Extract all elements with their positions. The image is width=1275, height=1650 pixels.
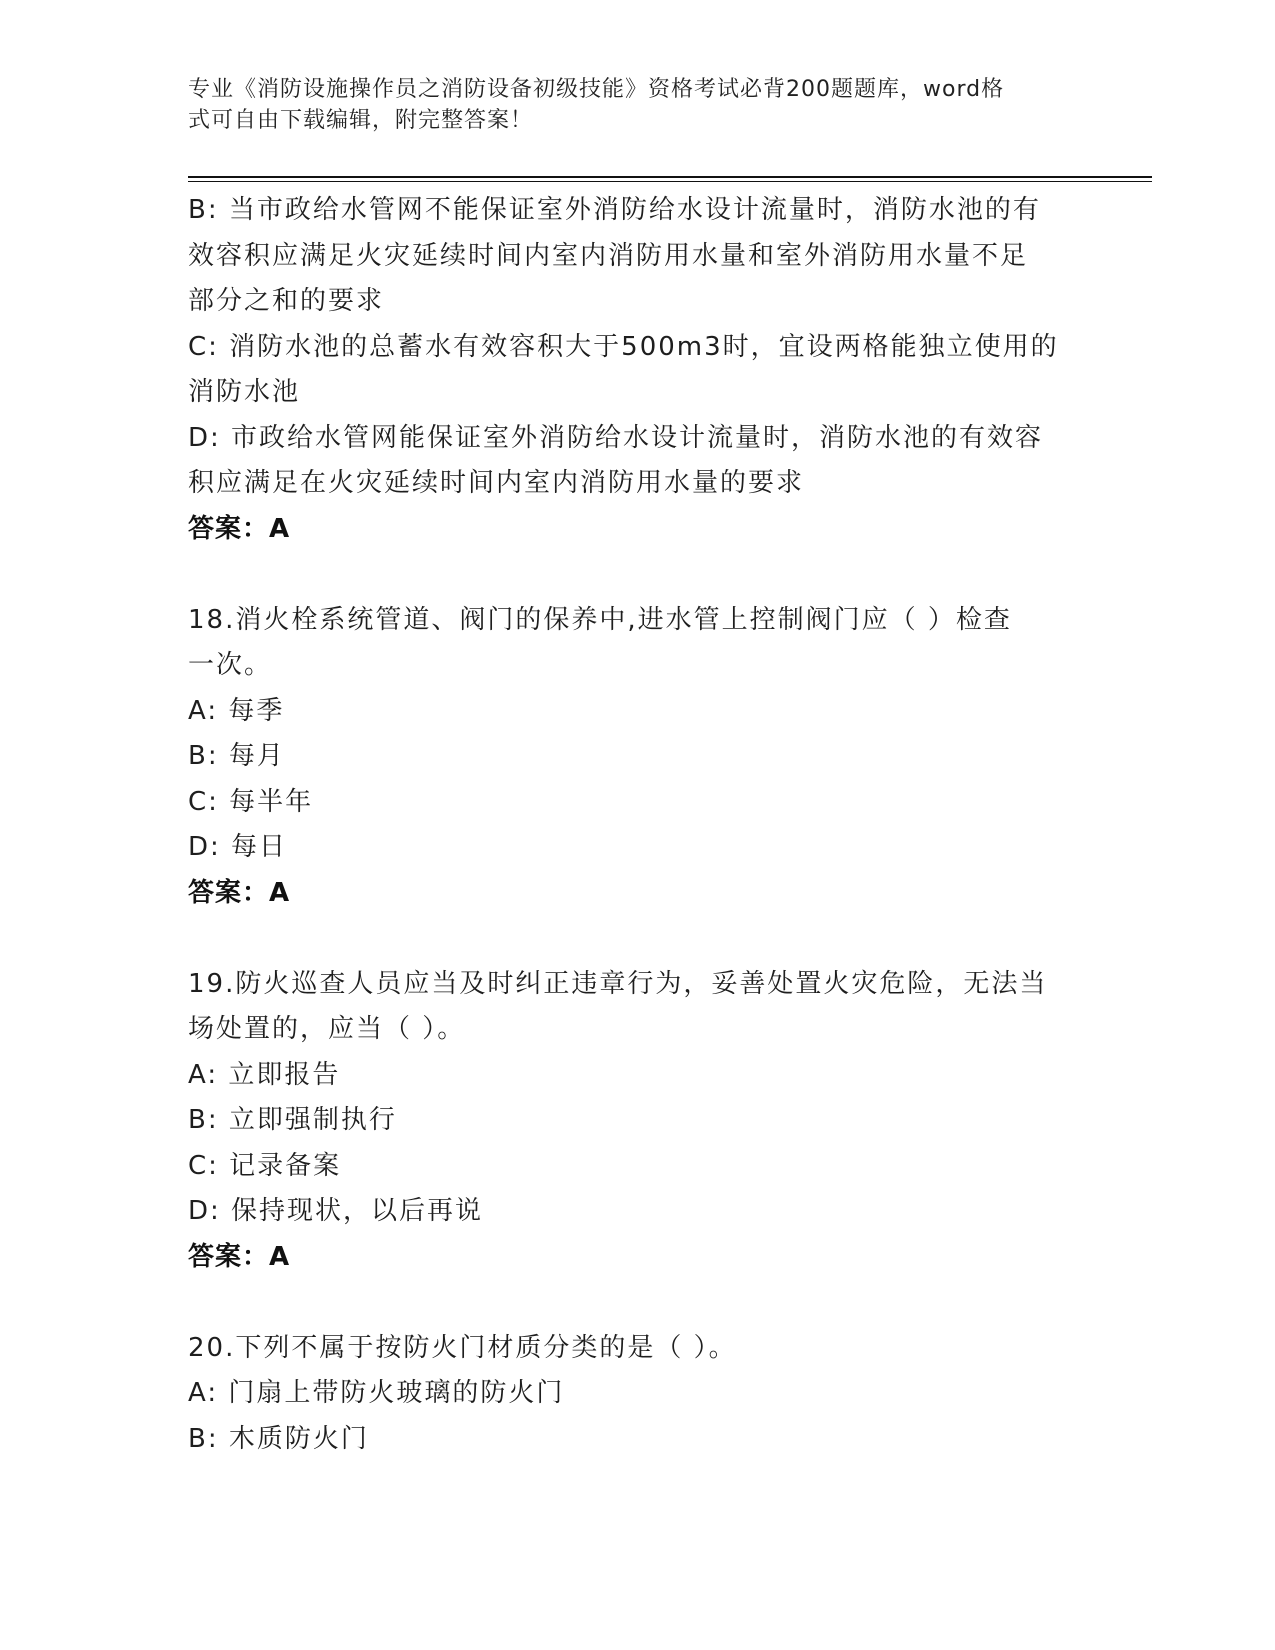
header-line-2: 式可自由下载编辑，附完整答案！ [188,108,534,133]
answer-label: 答案：A [188,513,291,544]
option-c-line: C: 消防水池的总蓄水有效容积大于500m3时，宜设两格能独立使用的 [188,331,1059,362]
spacer [188,916,1068,962]
option-b: B: 立即强制执行 [188,1105,397,1135]
option-c: C: 记录备案 [188,1150,342,1181]
header-divider-thick [188,176,1152,178]
option-b-line: B: 当市政给水管网不能保证室外消防给水设计流量时，消防水池的有 [188,195,1041,225]
option-b: B: 每月 [188,741,285,771]
answer-label: 答案：A [188,877,291,908]
answer-label: 答案：A [188,1241,291,1272]
option-a: A: 门扇上带防火玻璃的防火门 [188,1378,565,1408]
option-b: B: 木质防火门 [188,1423,369,1454]
question-17-continued [188,188,1068,552]
option-a: A: 每季 [188,695,285,726]
page-header [188,74,1068,136]
question-stem: 一次。 [188,650,273,680]
option-d-line: D: 市政给水管网能保证室外消防给水设计流量时，消防水池的有效容 [188,422,1044,453]
option-c: C: 每半年 [188,786,314,817]
header-line-1: 专业《消防设施操作员之消防设备初级技能》资格考试必背200题题库，word格 [188,77,1005,102]
option-a: A: 立即报告 [188,1059,341,1090]
question-20 [188,1326,1068,1463]
document-body [188,188,1068,1462]
header-divider-thin [188,181,1152,182]
option-d-line: 积应满足在火灾延续时间内室内消防用水量的要求 [188,468,805,498]
question-19 [188,962,1068,1281]
question-stem: 18.消火栓系统管道、阀门的保养中,进水管上控制阀门应（ ）检查 [188,604,1012,635]
spacer [188,1280,1068,1326]
question-stem: 19.防火巡查人员应当及时纠正违章行为，妥善处置火灾危险，无法当 [188,968,1048,999]
option-c-line: 消防水池 [188,377,301,407]
question-18 [188,598,1068,917]
option-b-line: 部分之和的要求 [188,286,385,316]
option-b-line: 效容积应满足火灾延续时间内室内消防用水量和室外消防用水量不足 [188,240,1029,271]
option-d: D: 保持现状，以后再说 [188,1196,484,1226]
spacer [188,552,1068,598]
question-stem: 20.下列不属于按防火门材质分类的是（ ）。 [188,1332,737,1363]
question-stem: 场处置的，应当（ ）。 [188,1014,466,1044]
option-d: D: 每日 [188,832,288,862]
